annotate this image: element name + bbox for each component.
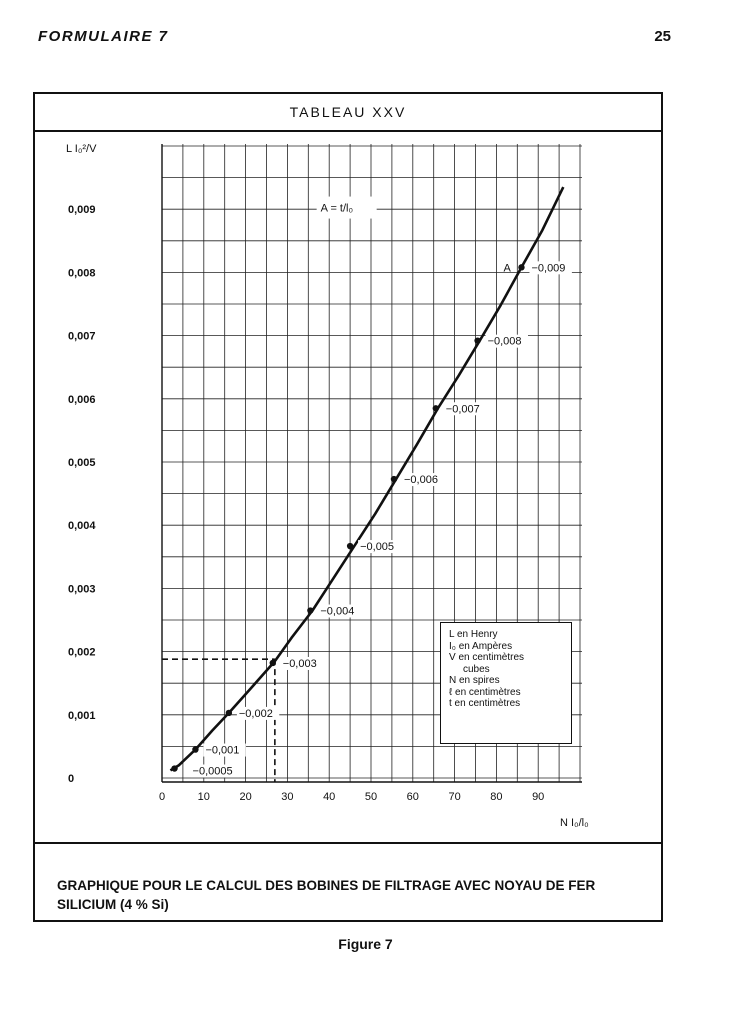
legend-line-lo: ℓ en centimètres: [449, 686, 521, 698]
marker-label: −0,008: [487, 335, 522, 348]
marker-label: −0,002: [238, 707, 273, 720]
y-tick-label: 0,006: [68, 393, 96, 406]
curve-marker: [518, 264, 524, 270]
y-tick-label: 0,007: [68, 330, 96, 343]
y-tick-label: 0,009: [68, 204, 96, 217]
x-tick-label: 0: [158, 791, 166, 803]
y-tick-label: 0,008: [68, 267, 96, 280]
running-header-title: FORMULAIRE 7: [38, 28, 169, 45]
point-a-label: A: [503, 262, 511, 275]
x-tick-label: 10: [197, 791, 210, 803]
marker-label: −0,006: [403, 474, 438, 487]
figure-label: Figure 7: [338, 936, 393, 952]
y-tick-label: 0,003: [68, 583, 96, 596]
units-legend: [440, 622, 572, 744]
curve-marker: [192, 746, 198, 752]
y-tick-label: 0: [68, 773, 75, 785]
x-tick-label: 80: [490, 791, 503, 803]
y-tick-label: 0,001: [68, 709, 96, 722]
x-tick-label: 20: [239, 791, 252, 803]
formula-label: A = t/l₀: [320, 202, 354, 215]
curve-marker: [347, 543, 353, 549]
y-tick-label: 0,004: [68, 520, 96, 533]
page-number: 25: [654, 28, 671, 45]
y-tick-label: 0,002: [68, 646, 96, 659]
table-title: TABLEAU XXV: [35, 94, 661, 132]
curve-marker: [171, 765, 177, 771]
chart-caption: GRAPHIQUE POUR LE CALCUL DES BOBINES DE FILTRAGE AVEC NOYAU DE FER SILICIUM (4 % Si): [57, 878, 596, 912]
legend-line-n: N en spires: [449, 675, 500, 686]
legend-line-l: L en Henry: [449, 629, 498, 640]
y-axis-title: L I₀²/V: [66, 143, 97, 155]
marker-label: −0,003: [282, 657, 317, 670]
x-tick-label: 70: [448, 791, 461, 803]
x-tick-label: 50: [364, 791, 378, 803]
x-tick-label: 30: [281, 791, 294, 803]
x-axis-title: N I₀/l₀: [560, 817, 589, 829]
legend-line-t: t en centimètres: [449, 698, 521, 709]
marker-label: −0,007: [445, 403, 480, 416]
x-tick-label: 60: [406, 791, 419, 803]
curve-marker: [474, 337, 480, 343]
x-tick-label: 40: [323, 791, 336, 803]
legend-line-cubes: cubes: [463, 663, 490, 675]
x-tick-label: 90: [532, 791, 545, 803]
curve-marker: [226, 710, 232, 716]
marker-label: −0,009: [531, 262, 566, 275]
marker-label: −0,004: [320, 605, 355, 618]
marker-label: −0,001: [205, 744, 240, 757]
legend-line-io: I₀ en Ampères: [449, 640, 513, 652]
legend-line-v: V en centimètres: [449, 652, 525, 663]
marker-label: −0,005: [360, 541, 395, 554]
curve-marker: [270, 660, 276, 666]
y-tick-label: 0,005: [68, 457, 96, 469]
curve-marker: [433, 405, 439, 411]
curve-marker: [391, 476, 397, 482]
curve-marker: [307, 607, 313, 613]
marker-label: −0,0005: [192, 765, 233, 778]
